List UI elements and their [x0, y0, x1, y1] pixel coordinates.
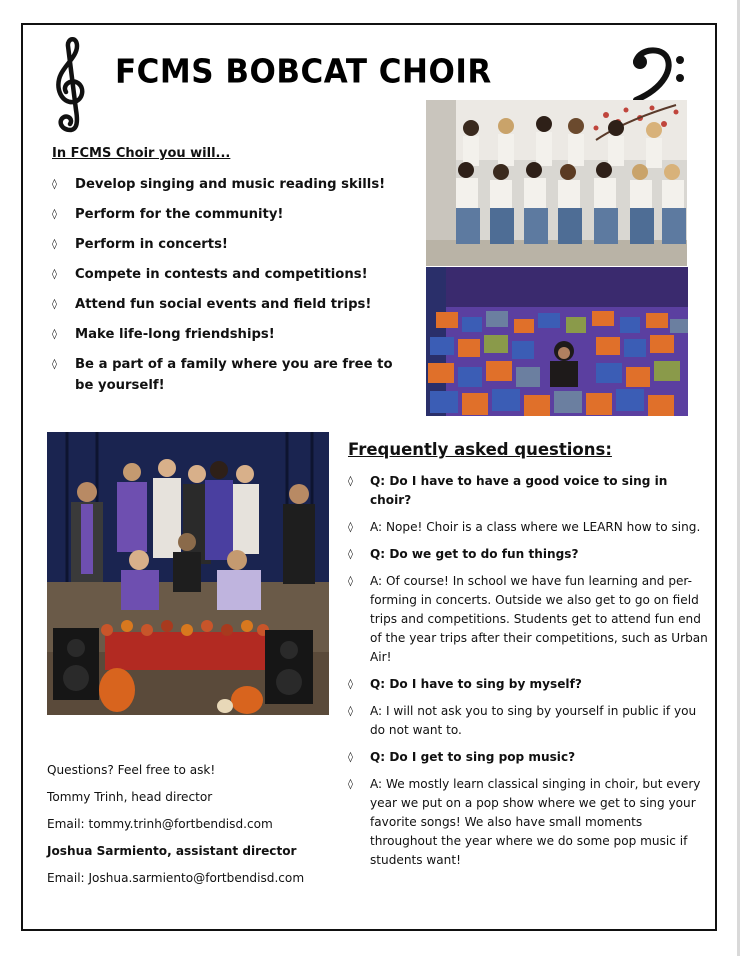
diamond-bullet-icon: ◊	[348, 752, 353, 763]
choir-concert-photo	[47, 432, 329, 715]
head-director-email[interactable]: Email: tommy.trinh@fortbendisd.com	[47, 817, 273, 831]
diamond-bullet-icon: ◊	[348, 576, 353, 587]
faq-list	[348, 472, 708, 878]
assistant-director-email[interactable]: Email: Joshua.sarmiento@fortbendisd.com	[47, 871, 305, 885]
faq-question: ◊ Q: Do I have to sing by myself?	[348, 677, 582, 691]
diamond-bullet-icon: ◊	[52, 269, 57, 280]
diamond-bullet-icon: ◊	[52, 329, 57, 340]
list-item: ◊ Develop singing and music reading skills!	[52, 177, 386, 192]
foam-pit-photo	[426, 267, 688, 416]
faq-question: ◊ Q: Do we get to do fun things?	[348, 547, 579, 561]
list-item: ◊ Compete in contests and competitions!	[52, 267, 368, 282]
assistant-director: Joshua Sarmiento, assistant director	[47, 844, 297, 858]
faq-answer: ◊ A: I will not ask you to sing by yourself in public if you do not want to.	[348, 704, 697, 737]
list-item: ◊ Attend fun social events and field trips!	[52, 297, 372, 312]
diamond-bullet-icon: ◊	[348, 476, 353, 487]
contact-prompt: Questions? Feel free to ask!	[47, 763, 216, 777]
diamond-bullet-icon: ◊	[348, 706, 353, 717]
faq-question: ◊ Q: Do I have to have a good voice to sing in choir?	[348, 474, 668, 507]
diamond-bullet-icon: ◊	[348, 679, 353, 690]
choir-group-photo	[426, 100, 687, 266]
will-heading: In FCMS Choir you will...	[52, 146, 231, 161]
diamond-bullet-icon: ◊	[52, 179, 57, 190]
faq-answer: ◊ A: We mostly learn classical singing in choir, but every year we put on a pop show where we get to sing your favorite songs! We also have small moments throughout the year where we do some pop music if students want!	[348, 777, 701, 867]
list-item: ◊ Make life-long friendships!	[52, 327, 275, 342]
diamond-bullet-icon: ◊	[52, 359, 57, 370]
list-item: ◊ Perform in concerts!	[52, 237, 228, 252]
page-title: FCMS BOBCAT CHOIR	[115, 53, 492, 91]
diamond-bullet-icon: ◊	[52, 299, 57, 310]
treble-clef-icon	[50, 34, 90, 134]
will-list	[52, 174, 412, 405]
diamond-bullet-icon: ◊	[52, 239, 57, 250]
diamond-bullet-icon: ◊	[348, 549, 353, 560]
list-item: ◊ Be a part of a family where you are free to be yourself!	[52, 357, 393, 393]
bass-clef-icon	[628, 44, 688, 104]
faq-answer: ◊ A: Of course! In school we have fun learning and per-forming in concerts. Outside we also get to go on field trips and competitions. Students get to attend fun end of the year trips after their competitions, such as Urban Air!	[348, 574, 708, 664]
diamond-bullet-icon: ◊	[348, 779, 353, 790]
diamond-bullet-icon: ◊	[348, 522, 353, 533]
faq-question: ◊ Q: Do I get to sing pop music?	[348, 750, 576, 764]
diamond-bullet-icon: ◊	[52, 209, 57, 220]
faq-heading: Frequently asked questions:	[348, 440, 612, 459]
faq-answer: ◊ A: Nope! Choir is a class where we LEARN how to sing.	[348, 520, 701, 534]
list-item: ◊ Perform for the community!	[52, 207, 284, 222]
head-director: Tommy Trinh, head director	[47, 790, 213, 804]
